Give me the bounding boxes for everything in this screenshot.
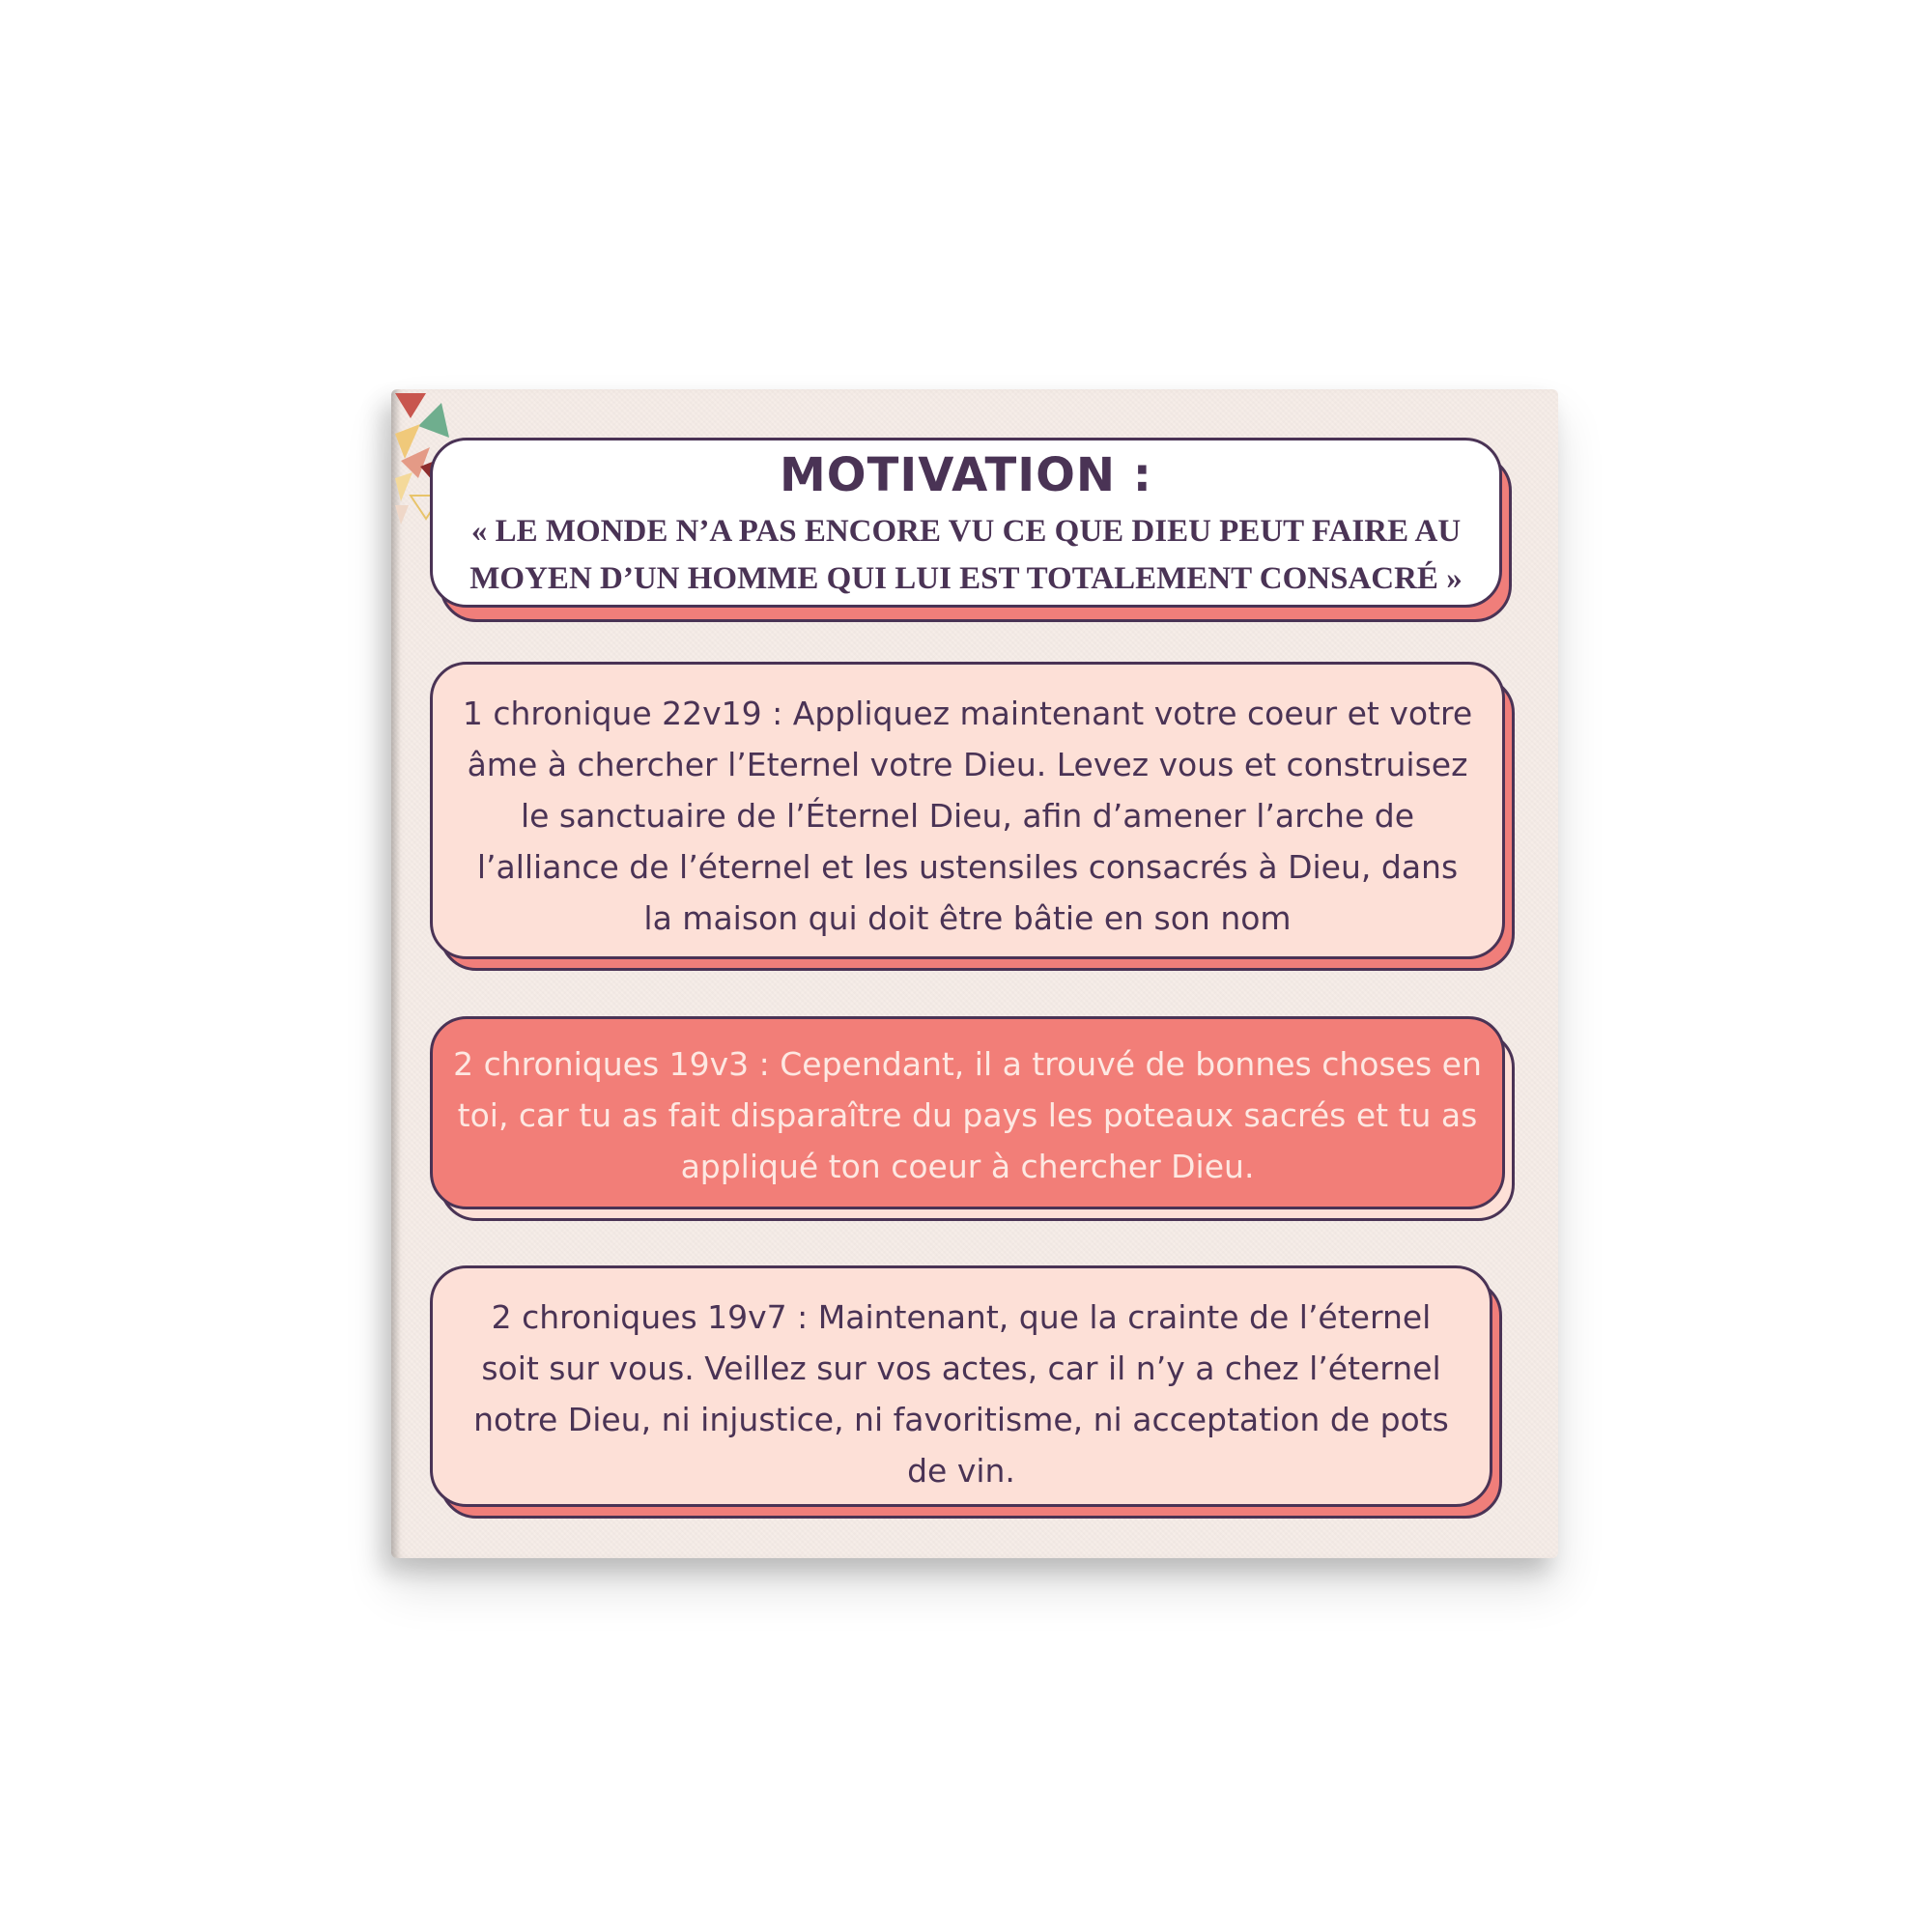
verse-card-1 (430, 662, 1505, 959)
header-card (430, 438, 1502, 608)
canvas-print (391, 389, 1558, 1558)
verse-text-2: 2 chroniques 19v3 : Cependant, il a trouvé de bonnes choses en toi, car tu as fait disparaître du pays les poteaux sacrés et tu as appliqué ton coeur à chercher Dieu. (453, 1045, 1482, 1185)
canvas-side-edge (391, 389, 401, 1558)
header-quote: « LE MONDE N’A PAS ENCORE VU CE QUE DIEU PEUT FAIRE AU MOYEN D’UN HOMME QUI LUI EST TOTALEMENT CONSACRÉ » (469, 514, 1463, 596)
verse-card-2 (430, 1016, 1505, 1209)
verse-text-1: 1 chronique 22v19 : Appliquez maintenant votre coeur et votre âme à chercher l’Eternel votre Dieu. Levez vous et construisez le sanctuaire de l’Éternel Dieu, afin d’amener l’arche de l’alliance de l’éternel et les ustensiles consacrés à Dieu, dans la maison qui doit être bâtie en son nom (462, 695, 1473, 937)
header-title: MOTIVATION : (780, 448, 1152, 502)
verse-card-3 (430, 1265, 1492, 1507)
verse-text-3: 2 chroniques 19v7 : Maintenant, que la crainte de l’éternel soit sur vous. Veillez sur vos actes, car il n’y a chez l’éternel notre Dieu, ni injustice, ni favoritisme, ni acceptation de pots de vin. (473, 1298, 1449, 1490)
